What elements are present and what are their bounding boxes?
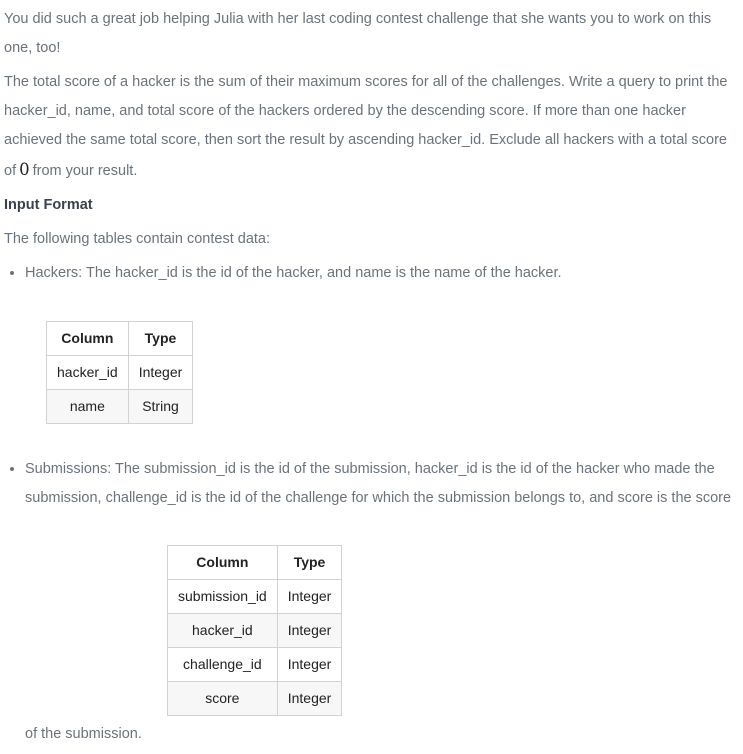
text-line: The following tables contain contest data:	[4, 231, 270, 247]
intro-paragraph	[4, 5, 733, 63]
text-line	[4, 155, 733, 186]
table-cell: hacker_id	[168, 614, 278, 648]
table-cell: Integer	[277, 614, 342, 648]
tables-bullet-list	[4, 259, 733, 749]
submissions-table	[167, 545, 342, 716]
table-cell: Integer	[128, 356, 193, 390]
table-row	[168, 682, 342, 716]
table-row	[168, 580, 342, 614]
text-line: You did such a great job helping Julia with her last coding contest challenge that she wants you to work on this	[4, 11, 712, 27]
type-header: Type	[128, 322, 193, 356]
hackers-bullet-item	[25, 259, 733, 424]
task-paragraph	[4, 68, 733, 186]
type-header: Type	[277, 546, 342, 580]
table-row	[47, 390, 193, 424]
table-row	[168, 614, 342, 648]
text-line: one, too!	[4, 40, 61, 56]
text-line: hacker_id, name, and total score of the hackers ordered by the descending score. If more than one hacker	[4, 103, 686, 119]
input-format-heading: Input Format	[4, 197, 93, 213]
text-line: • Submissions: The submission_id is the id of the submission, hacker_id is the id of the hacker who made the	[25, 461, 715, 477]
table-cell: Integer	[277, 580, 342, 614]
table-row	[168, 648, 342, 682]
tables-intro-paragraph	[4, 225, 733, 254]
table-cell: Integer	[277, 682, 342, 716]
text-line: • Hackers: The hacker_id is the id of the hacker, and name is the name of the hacker.	[25, 265, 562, 281]
table-cell: hacker_id	[47, 356, 129, 390]
text-segment: of	[4, 163, 17, 179]
column-header: Column	[168, 546, 278, 580]
table-cell: Integer	[277, 648, 342, 682]
text-line: The total score of a hacker is the sum of their maximum scores for all of the challenges. Write a query to print the	[4, 74, 728, 90]
math-zero: 0	[19, 160, 30, 179]
text-segment: from your result.	[32, 163, 138, 179]
text-line: submission, challenge_id is the id of the challenge for which the submission belongs to, and score is the score	[25, 490, 732, 506]
table-cell: name	[47, 390, 129, 424]
hackers-table	[46, 321, 193, 424]
text-line: achieved the same total score, then sort the result by ascending hacker_id. Exclude all hackers with a total score	[4, 132, 727, 148]
column-header: Column	[47, 322, 129, 356]
table-header-row	[168, 546, 342, 580]
table-cell: challenge_id	[168, 648, 278, 682]
table-row	[47, 356, 193, 390]
table-cell: String	[128, 390, 193, 424]
bullet-tail-text: of the submission.	[25, 726, 142, 742]
submissions-bullet-item	[25, 455, 733, 749]
table-cell: submission_id	[168, 580, 278, 614]
table-header-row	[47, 322, 193, 356]
table-cell: score	[168, 682, 278, 716]
